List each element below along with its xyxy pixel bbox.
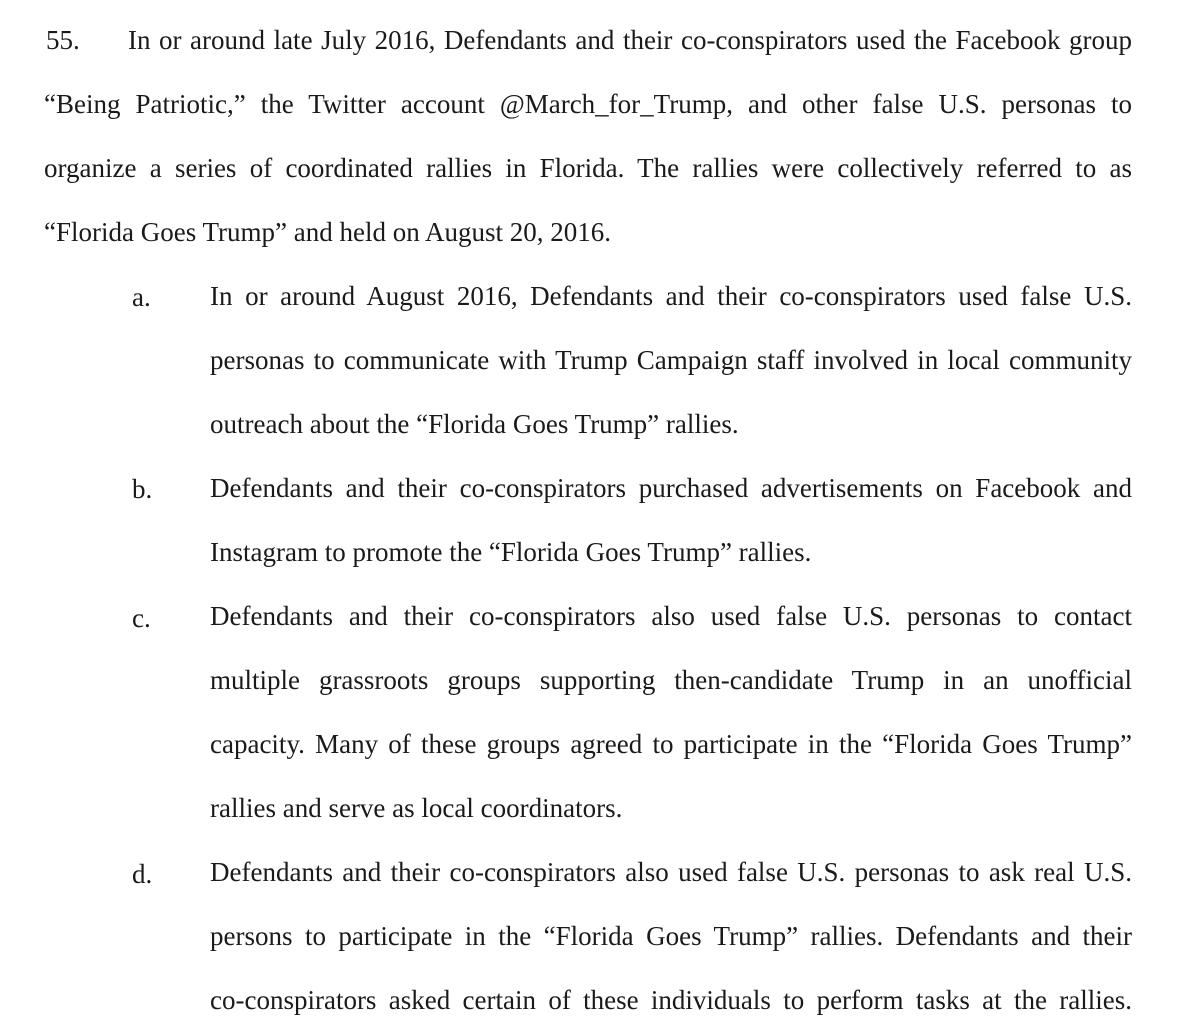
subparagraph-line: Instagram to promote the “Florida Goes Trump” rallies. <box>210 537 812 567</box>
subparagraph-line: co-conspirators asked certain of these individuals to perform tasks at the rallies. <box>210 987 1132 1015</box>
subparagraph-line: capacity. Many of these groups agreed to participate in the “Florida Goes Trump” <box>210 731 1132 759</box>
paragraph-line: “Being Patriotic,” the Twitter account @March_for_Trump, and other false U.S. personas to <box>44 91 1132 119</box>
subparagraph-line: persons to participate in the “Florida Goes Trump” rallies. Defendants and their <box>210 923 1132 951</box>
paragraph-number: 55. <box>46 25 80 55</box>
subparagraph-label: c. <box>132 603 151 633</box>
subparagraph-line: outreach about the “Florida Goes Trump” rallies. <box>210 409 739 439</box>
subparagraph-line: Defendants and their co-conspirators also used false U.S. personas to ask real U.S. <box>210 859 1132 887</box>
paragraph-line: organize a series of coordinated rallies in Florida. The rallies were collectively referred to as <box>44 155 1132 183</box>
paragraph-line: “Florida Goes Trump” and held on August 20, 2016. <box>44 217 611 247</box>
subparagraph-line: personas to communicate with Trump Campaign staff involved in local community <box>210 347 1132 375</box>
subparagraph-line: Defendants and their co-conspirators purchased advertisements on Facebook and <box>210 475 1132 503</box>
subparagraph-label: b. <box>132 474 153 504</box>
subparagraph-label: a. <box>132 282 151 312</box>
subparagraph-label: d. <box>132 859 153 889</box>
paragraph-line: In or around late July 2016, Defendants and their co-conspirators used the Facebook group <box>128 27 1132 55</box>
subparagraph-line: multiple grassroots groups supporting then-candidate Trump in an unofficial <box>210 667 1132 695</box>
subparagraph-line: rallies and serve as local coordinators. <box>210 793 623 823</box>
subparagraph-line: In or around August 2016, Defendants and their co-conspirators used false U.S. <box>210 283 1132 311</box>
subparagraph-line: Defendants and their co-conspirators also used false U.S. personas to contact <box>210 603 1132 631</box>
